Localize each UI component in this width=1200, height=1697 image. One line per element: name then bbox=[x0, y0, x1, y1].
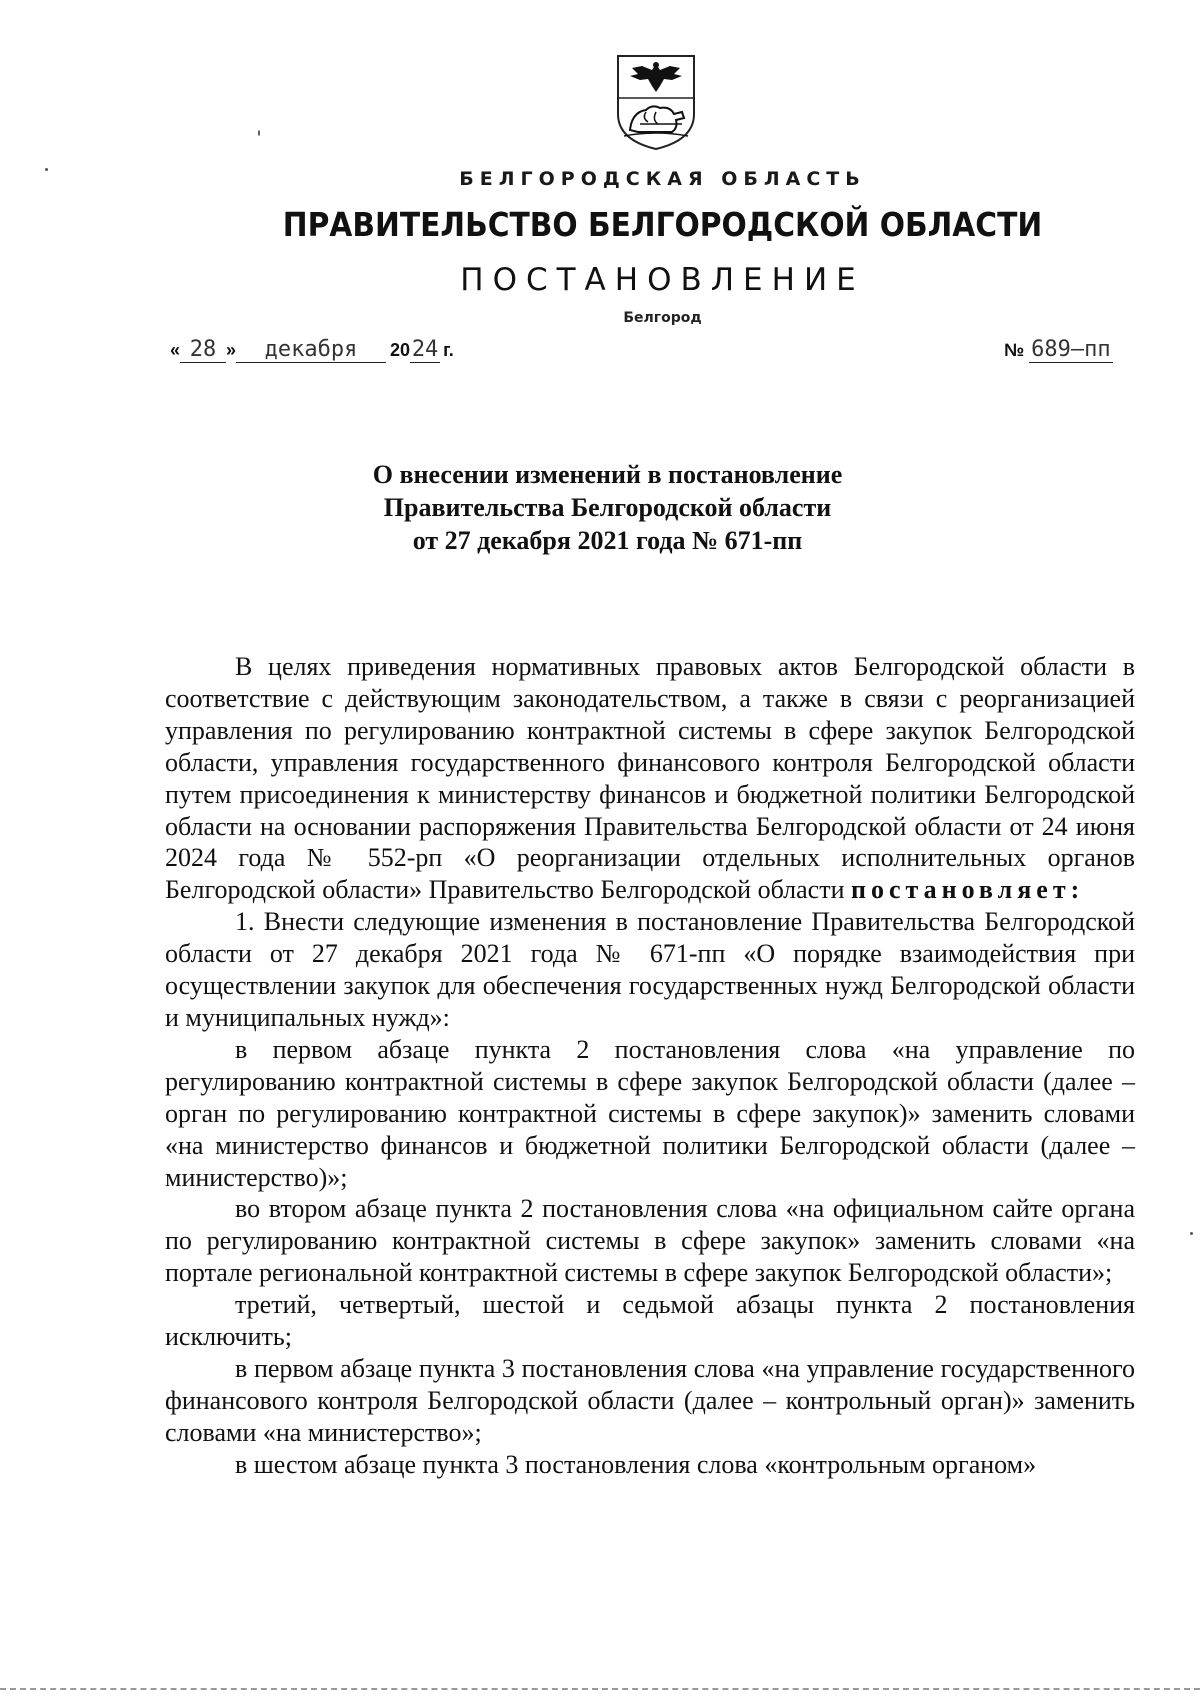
coat-of-arms-icon bbox=[612, 52, 700, 152]
decree-word: постановляет: bbox=[850, 875, 1085, 905]
city-name: Белгород bbox=[623, 310, 702, 326]
paragraph-preamble bbox=[165, 651, 1135, 906]
date-year-mark: г. bbox=[443, 340, 454, 360]
scan-speck bbox=[258, 130, 260, 136]
document-date bbox=[170, 337, 454, 367]
preamble-text: В целях приведения нормативных правовых актов Белгородской области в соответствие с действующим законодательством, а также в связи с реорганизацией управления по регулированию контрактной системы в сфере закупок Белгородской области, управления государственного финансового контроля Белгородской области путем присоединения к министерству финансов и бюджетной политики Белгородской области на основании распоряжения Правительства Белгородской области от 24 июня 2024 года № 552-рп «О реорганизации отдельных исполнительных органов Белгородской области» Правительство Белгородской области bbox=[165, 652, 1135, 905]
document-number bbox=[1004, 337, 1113, 363]
scan-speck bbox=[1190, 1232, 1193, 1235]
title-line-2: Правительства Белгородской области bbox=[383, 493, 832, 522]
region-name: БЕЛГОРОДСКАЯ ОБЛАСТЬ bbox=[459, 168, 866, 190]
document-type: ПОСТАНОВЛЕНИЕ bbox=[460, 262, 865, 298]
paragraph-amend-2: во втором абзаце пункта 2 постановления слова «на официальном сайте органа по регулированию контрактной системы в сфере закупок» заменить словами «на портале региональной контрактной системы в сфере закупок Белгородской области»; bbox=[165, 1194, 1135, 1288]
date-open-quote: « bbox=[170, 340, 181, 360]
title-line-3: от 27 декабря 2021 года № 671-пп bbox=[412, 526, 803, 555]
number-value: 689–пп bbox=[1031, 337, 1111, 362]
date-month: декабря bbox=[236, 337, 386, 363]
government-name: ПРАВИТЕЛЬСТВО БЕЛГОРОДСКОЙ ОБЛАСТИ bbox=[282, 205, 1043, 244]
paragraph-amend-3: третий, четвертый, шестой и седьмой абзацы пункта 2 постановления исключить; bbox=[165, 1290, 1135, 1352]
paragraph-amend-1: в первом абзаце пункта 2 постановления слова «на управление по регулированию контрактной системы в сфере закупок Белгородской области (далее – орган по регулированию контрактной системы в сфере закупок)» заменить словами «на министерство финансов и бюджетной политики Белгородской области (далее – министерство)»; bbox=[165, 1034, 1135, 1192]
document-body bbox=[165, 651, 1135, 1481]
date-year-prefix: 20 bbox=[390, 340, 411, 360]
scan-edge-line bbox=[0, 1688, 1200, 1690]
number-label: № bbox=[1004, 340, 1025, 360]
date-close-quote: » bbox=[226, 340, 237, 360]
scan-speck bbox=[45, 168, 48, 171]
paragraph-item-1: 1. Внести следующие изменения в постановление Правительства Белгородской области от 27 декабря 2021 года № 671-пп «О порядке взаимодействия при осуществлении закупок для обеспечения государственных нужд Белгородской области и муниципальных нужд»: bbox=[165, 907, 1135, 1032]
paragraph-amend-5: в шестом абзаце пункта 3 постановления слова «контрольным органом» bbox=[235, 1449, 1037, 1479]
title-line-1: О внесении изменений в постановление bbox=[372, 460, 843, 489]
date-year-suffix: 24 bbox=[411, 337, 439, 362]
date-day: 28 bbox=[180, 337, 226, 363]
paragraph-amend-4: в первом абзаце пункта 3 постановления слова «на управление государственного финансового контроля Белгородской области (далее – контрольный орган)» заменить словами «на министерство»; bbox=[165, 1353, 1135, 1447]
document-title bbox=[0, 458, 1200, 557]
